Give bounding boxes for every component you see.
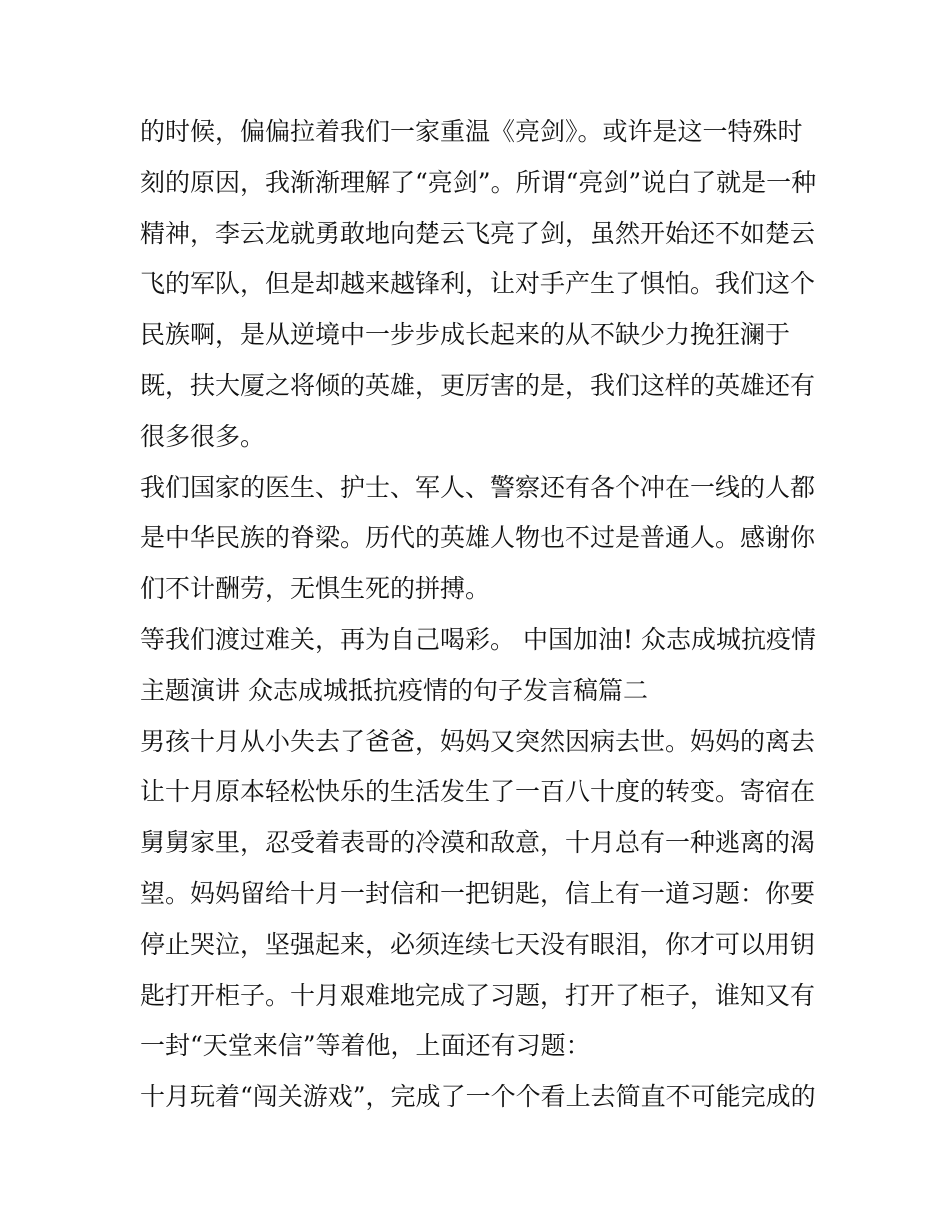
text-line: 等我们渡过难关，再为自己喝彩。 中国加油! 众志成城抗疫情: [140, 624, 816, 654]
text-line: 望。妈妈留给十月一封信和一把钥匙，信上有一道习题：你要: [140, 878, 816, 908]
text-line: 一封“天堂来信”等着他，上面还有习题：: [140, 1031, 591, 1061]
text-line: 我们国家的医生、护士、军人、警察还有各个冲在一线的人都: [140, 472, 816, 502]
text-line: 的时候，偏偏拉着我们一家重温《亮剑》。或许是这一特殊时: [140, 117, 803, 146]
text-line: 让十月原本轻松快乐的生活发生了一百八十度的转变。寄宿在: [140, 777, 816, 807]
text-line: 匙打开柜子。十月艰难地完成了习题，打开了柜子，谁知又有: [140, 980, 816, 1010]
text-line: 舅舅家里，忍受着表哥的冷漠和敌意，十月总有一种逃离的渴: [140, 828, 816, 858]
text-line: 刻的原因，我渐渐理解了“亮剑”。所谓“亮剑”说白了就是一种: [140, 167, 817, 197]
text-line: 停止哭泣，坚强起来，必须连续七天没有眼泪，你才可以用钥: [140, 929, 816, 959]
text-line: 们不计酬劳，无惧生死的拼搏。: [140, 574, 491, 604]
section-heading-line: 主题演讲 众志成城抵抗疫情的句子发言稿篇二: [140, 675, 648, 705]
text-line: 民族啊，是从逆境中一步步成长起来的从不缺少力挽狂澜于: [140, 320, 791, 350]
text-line: 男孩十月从小失去了爸爸，妈妈又突然因病去世。妈妈的离去: [140, 726, 816, 756]
text-line: 十月玩着“闯关游戏”，完成了一个个看上去简直不可能完成的: [140, 1082, 816, 1112]
text-line: 很多很多。: [140, 421, 266, 451]
text-line: 是中华民族的脊梁。历代的英雄人物也不过是普通人。感谢你: [140, 523, 816, 553]
text-line: 既，扶大厦之将倾的英雄，更厉害的是，我们这样的英雄还有: [140, 370, 816, 400]
text-line: 精神，李云龙就勇敢地向楚云飞亮了剑，虽然开始还不如楚云: [140, 218, 816, 248]
text-line: 飞的军队，但是却越来越锋利，让对手产生了惧怕。我们这个: [140, 269, 816, 299]
body-text: [140, 107, 820, 1123]
